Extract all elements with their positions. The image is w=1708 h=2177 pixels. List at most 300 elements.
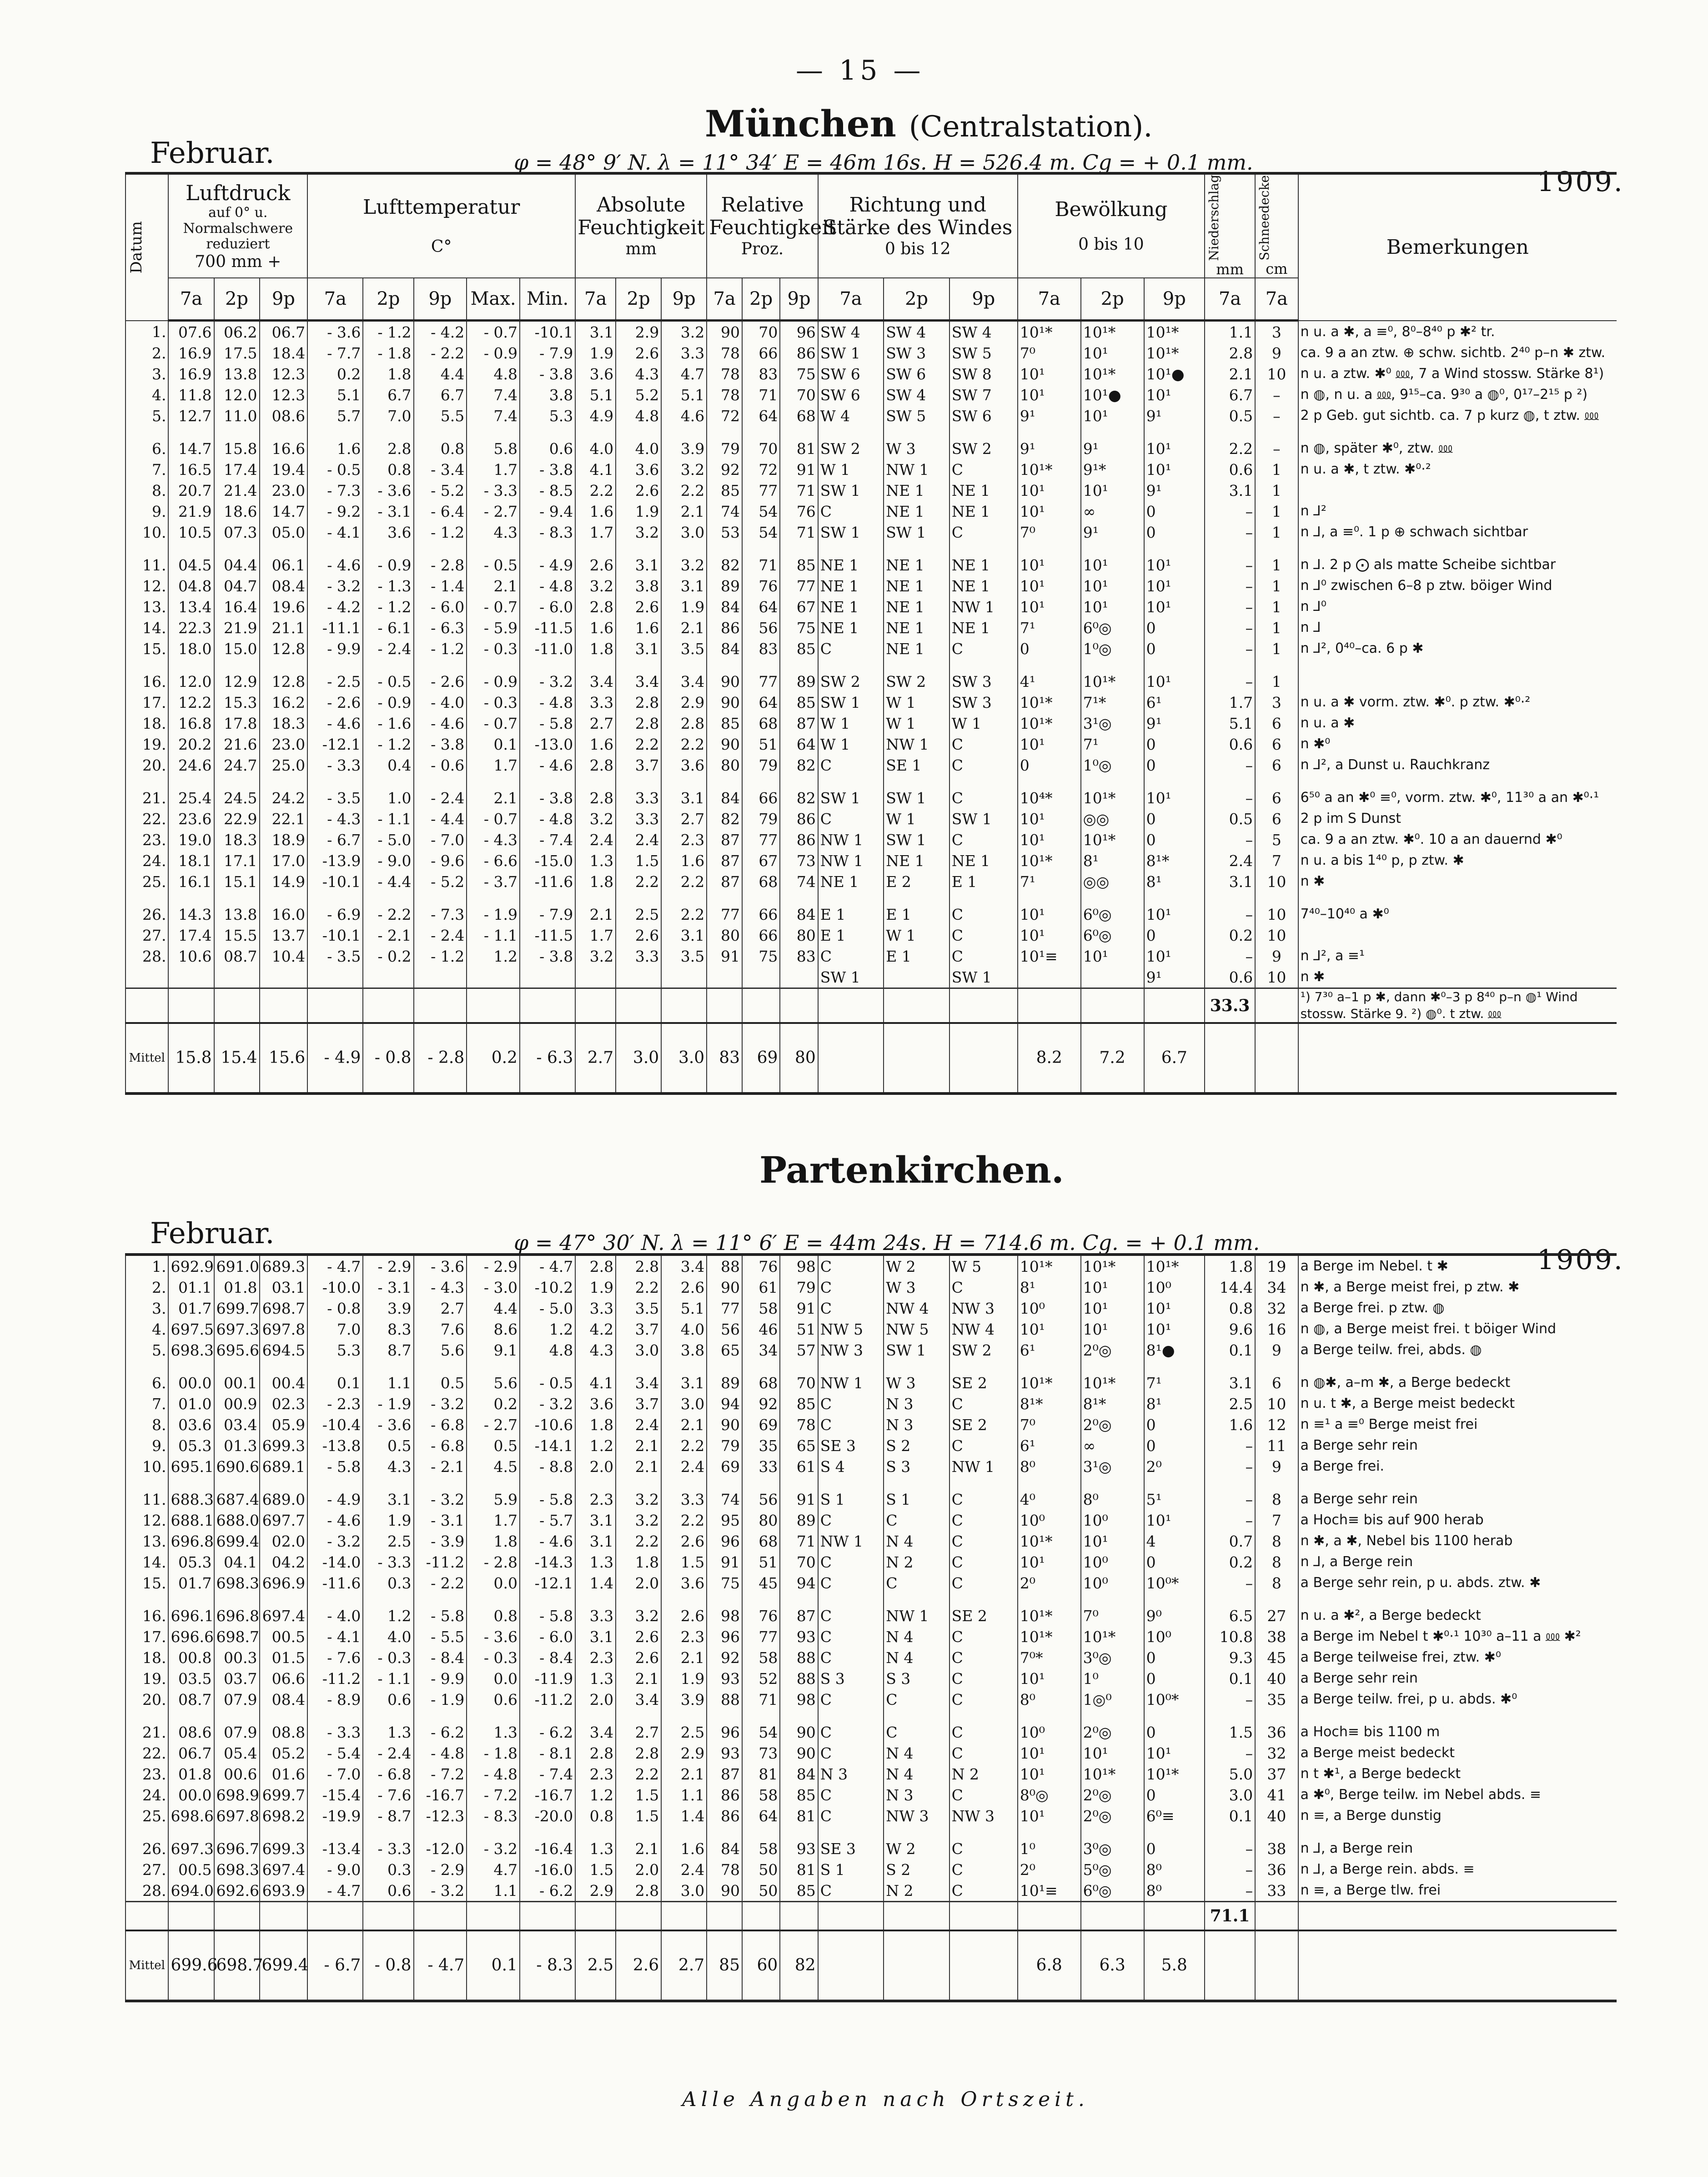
row-gap (126, 776, 1617, 787)
table-cell: C (949, 1393, 1018, 1414)
remark-cell: 6⁵⁰ a an ✱⁰ ≡⁰, vorm. ztw. ✱⁰, 11³⁰ a an ✱⁰·¹ (1298, 787, 1617, 808)
table-cell: 3.7 (616, 1393, 661, 1414)
table-cell: C (949, 1277, 1018, 1298)
table-cell: - 1.2 (414, 638, 467, 659)
table-cell: - 2.4 (414, 787, 467, 808)
table-cell: S 1 (818, 1489, 884, 1510)
gap-cell (1255, 1593, 1298, 1605)
mean-cell: 2.7 (661, 1930, 707, 2001)
table-cell: 36 (1255, 1859, 1298, 1880)
table-cell: C (949, 1531, 1018, 1552)
gap-cell (1081, 1361, 1144, 1372)
table-cell: 0.8 (414, 438, 467, 459)
remark-cell: n ⅃², a ≡¹ (1298, 946, 1617, 967)
gap-cell (214, 1361, 260, 1372)
table-cell: 57 (780, 1340, 818, 1361)
mean-cell: 5.8 (1144, 1930, 1205, 2001)
table-cell: 08.7 (214, 946, 260, 967)
table-cell: SW 4 (818, 321, 884, 343)
table-cell: 79 (707, 1435, 742, 1456)
table-cell: W 3 (884, 438, 949, 459)
gap-cell (1018, 1710, 1081, 1722)
gap-cell (780, 892, 818, 904)
gap-cell (1144, 776, 1205, 787)
table-cell: 56 (742, 617, 780, 638)
table-cell: 10¹ (1144, 554, 1205, 575)
table-cell: -11.5 (520, 617, 575, 638)
table-cell (214, 967, 260, 988)
mean-cell: 6.7 (1144, 1023, 1205, 1094)
table-cell: 6. (126, 1372, 168, 1393)
table-cell: - 7.4 (520, 829, 575, 850)
table-cell: 3.3 (575, 1298, 616, 1319)
table-cell (780, 967, 818, 988)
table-cell: 9¹ (1081, 522, 1144, 543)
table-cell: 10.6 (168, 946, 214, 967)
table-cell: 2.2 (661, 480, 707, 501)
table-cell: 10¹ (1144, 671, 1205, 692)
table-cell: 5. (126, 1340, 168, 1361)
table-cell: 8⁰ (1144, 1859, 1205, 1880)
table-cell: 51 (742, 734, 780, 755)
remark-cell: ca. 9 a an ztw. ⊕ schw. sichtb. 2⁴⁰ p–n ✱ ztw. (1298, 343, 1617, 363)
table-cell: C (884, 1689, 949, 1710)
gap-cell (260, 776, 308, 787)
table-cell: 08.4 (260, 1689, 308, 1710)
table-cell: SE 2 (949, 1372, 1018, 1393)
table-cell: 2.3 (575, 1489, 616, 1510)
table-cell: 4.3 (467, 522, 520, 543)
table-cell: 1 (1255, 617, 1298, 638)
subhead: 7a (818, 278, 884, 321)
table-cell: 10¹ (1018, 829, 1081, 850)
table-cell: 699.7 (214, 1298, 260, 1319)
table-cell: NE 1 (818, 575, 884, 596)
row-gap (126, 1710, 1617, 1722)
gap-cell (1144, 426, 1205, 438)
table-cell: 64 (742, 692, 780, 713)
table-cell: 2.8 (616, 1255, 661, 1277)
table-cell: NW 5 (818, 1319, 884, 1340)
table-cell: 1.8 (575, 871, 616, 892)
gap-cell (307, 1710, 363, 1722)
table-cell: 697.4 (260, 1859, 308, 1880)
table-cell: 01.1 (168, 1277, 214, 1298)
table-cell: 23.0 (260, 480, 308, 501)
table-cell: 4. (126, 1319, 168, 1340)
table-cell: 98 (780, 1255, 818, 1277)
table-cell: 696.1 (168, 1605, 214, 1626)
gap-cell (414, 543, 467, 554)
table-cell: - 6.8 (414, 1435, 467, 1456)
subhead: Min. (520, 278, 575, 321)
table-cell: 88 (707, 1689, 742, 1710)
table-cell: – (1255, 438, 1298, 459)
table-cell: 85 (780, 1393, 818, 1414)
gap-cell (1081, 1826, 1144, 1838)
table-cell: 58 (742, 1298, 780, 1319)
table-cell: 6 (1255, 755, 1298, 776)
table-cell: 699.4 (214, 1531, 260, 1552)
table-row (126, 1340, 1617, 1361)
gap-cell (884, 1477, 949, 1489)
table-cell: - 7.6 (307, 1647, 363, 1668)
table-cell: 2.5 (363, 1531, 413, 1552)
gap-cell (818, 659, 884, 671)
table-cell: 6.7 (414, 384, 467, 405)
remark-cell (1298, 480, 1617, 501)
mean-cell: - 6.3 (520, 1023, 575, 1094)
table-cell: 1.7 (575, 925, 616, 946)
table-cell: - 4.7 (520, 1255, 575, 1277)
table-cell: 5. (126, 405, 168, 426)
table-cell: 87 (780, 713, 818, 734)
table-cell: 691.0 (214, 1255, 260, 1277)
gap-cell (742, 1361, 780, 1372)
table-cell: 2.2 (1205, 438, 1255, 459)
table-cell: SW 3 (884, 343, 949, 363)
table-cell: 10¹* (1018, 321, 1081, 343)
table-row (126, 617, 1617, 638)
table-cell: 3.4 (575, 1722, 616, 1743)
header-datum: Datum (126, 173, 168, 321)
gap-cell (949, 1593, 1018, 1605)
gap-cell (260, 1477, 308, 1489)
coords-muenchen: φ = 48° 9′ N. λ = 11° 34′ E = 46m 16s. H = 526.4 m. Cg = + 0.1 mm. (514, 150, 1253, 175)
table-cell: 10¹ (1081, 1531, 1144, 1552)
empty-cell (1205, 1023, 1255, 1094)
mean-cell: 15.8 (168, 1023, 214, 1094)
table-cell: 0.3 (363, 1859, 413, 1880)
table-cell: 82 (780, 787, 818, 808)
table-cell: 3.6 (575, 1393, 616, 1414)
subhead: 7a (168, 278, 214, 321)
table-cell: - 8.1 (520, 1743, 575, 1764)
empty-cell (661, 988, 707, 1023)
table-cell: 10¹* (1081, 363, 1144, 384)
table-cell: 0.6 (1205, 459, 1255, 480)
subhead: 7a (1255, 278, 1298, 321)
table-cell: 9.6 (1205, 1319, 1255, 1340)
table-cell: - 3.6 (414, 1255, 467, 1277)
table-cell: 698.9 (214, 1784, 260, 1805)
table-cell: 78 (707, 363, 742, 384)
gap-cell (661, 426, 707, 438)
empty-cell (575, 1902, 616, 1931)
table-cell: 7¹ (1018, 871, 1081, 892)
table-cell: NE 1 (884, 850, 949, 871)
table-cell: 2⁰ (1144, 1456, 1205, 1477)
table-cell: - 5.0 (363, 829, 413, 850)
table-cell: 15.5 (214, 925, 260, 946)
gap-cell (168, 1826, 214, 1838)
table-cell: 0.2 (1205, 1552, 1255, 1572)
table-cell: -10.1 (520, 321, 575, 343)
table-cell: 23. (126, 829, 168, 850)
table-cell: 03.5 (168, 1668, 214, 1689)
table-cell: 3.3 (616, 946, 661, 967)
table-cell: - 1.1 (467, 925, 520, 946)
table-cell: 0 (1144, 734, 1205, 755)
gap-cell (884, 892, 949, 904)
mean-cell: 15.4 (214, 1023, 260, 1094)
table-cell: NW 1 (818, 1372, 884, 1393)
table-cell: 18.3 (260, 713, 308, 734)
table-cell: NE 1 (818, 554, 884, 575)
table-cell: NE 1 (949, 575, 1018, 596)
table-cell: 1.1 (661, 1784, 707, 1805)
table-cell: NE 1 (884, 575, 949, 596)
table-cell: 01.8 (214, 1277, 260, 1298)
table-cell: 72 (742, 459, 780, 480)
table-cell: 10¹ (1018, 554, 1081, 575)
table-cell: 01.6 (260, 1764, 308, 1784)
table-cell: - 0.9 (467, 671, 520, 692)
table-cell: - 9.2 (307, 501, 363, 522)
table-cell: - 8.4 (520, 1647, 575, 1668)
table-cell: 2. (126, 1277, 168, 1298)
table-cell: 14.9 (260, 871, 308, 892)
table-cell: - 2.9 (414, 1859, 467, 1880)
table-cell: 10¹ (1018, 1319, 1081, 1340)
table-cell: 3.9 (363, 1298, 413, 1319)
table-cell: 5.1 (575, 384, 616, 405)
table-cell: C (949, 459, 1018, 480)
table-cell: 10¹* (1081, 829, 1144, 850)
table-cell: SW 1 (884, 787, 949, 808)
table-cell: 1⁰ (1018, 1838, 1081, 1859)
empty-cell (1018, 1902, 1081, 1931)
table-cell: - 2.4 (363, 1743, 413, 1764)
table-cell: 4.4 (467, 1298, 520, 1319)
table-cell: - 2.8 (467, 1552, 520, 1572)
table-cell: - 3.3 (363, 1552, 413, 1572)
table-cell: - 3.5 (307, 946, 363, 967)
table-cell (520, 967, 575, 988)
table-cell: 3.0 (1205, 1784, 1255, 1805)
table-cell: 84 (780, 904, 818, 925)
table-cell: W 5 (949, 1255, 1018, 1277)
table-row (126, 1510, 1617, 1531)
gap-cell (307, 1361, 363, 1372)
table-row (126, 871, 1617, 892)
table-cell: W 1 (884, 925, 949, 946)
table-cell: SW 1 (818, 522, 884, 543)
table-cell: 2.8 (575, 1255, 616, 1277)
table-cell: 25.4 (168, 787, 214, 808)
table-cell: 28. (126, 1880, 168, 1902)
table-cell: 9. (126, 501, 168, 522)
mean-cell: 82 (780, 1930, 818, 2001)
table-cell: 06.2 (214, 321, 260, 343)
table-cell: 2.6 (616, 343, 661, 363)
empty-cell (260, 988, 308, 1023)
table-cell: S 2 (884, 1859, 949, 1880)
table-cell: - 4.8 (467, 1764, 520, 1784)
table-cell: N 2 (884, 1552, 949, 1572)
table-cell: -11.2 (307, 1668, 363, 1689)
table-cell: 2.0 (575, 1689, 616, 1710)
table-cell: 2.6 (661, 1605, 707, 1626)
table-row (126, 1489, 1617, 1510)
table-cell: 1.5 (1205, 1722, 1255, 1743)
table-cell: 8 (1255, 1572, 1298, 1593)
gap-cell (467, 776, 520, 787)
table-cell: 12.2 (168, 692, 214, 713)
table-row (126, 1838, 1617, 1859)
table-cell: 85 (780, 554, 818, 575)
table-cell: 9¹ (1018, 405, 1081, 426)
gap-cell (818, 1826, 884, 1838)
table-cell: - 3.5 (307, 787, 363, 808)
table-cell: 10¹ (1144, 1743, 1205, 1764)
table-cell: 6⁰◎ (1081, 925, 1144, 946)
table-cell: 80 (707, 925, 742, 946)
table-cell: 2.6 (661, 1531, 707, 1552)
table-cell: 2.4 (616, 829, 661, 850)
sum-row (126, 1902, 1617, 1931)
table-cell: 20.7 (168, 480, 214, 501)
table-cell: 90 (707, 1414, 742, 1435)
table-cell: 1 (1255, 522, 1298, 543)
table-cell: - 5.8 (520, 1489, 575, 1510)
table-cell: - 1.1 (363, 1668, 413, 1689)
table-cell: 10¹* (1081, 1372, 1144, 1393)
table-cell: C (949, 1489, 1018, 1510)
table-cell: 2. (126, 343, 168, 363)
table-cell: 1 (1255, 459, 1298, 480)
table-cell: C (818, 755, 884, 776)
table-cell: -11.1 (307, 617, 363, 638)
table-cell: 4.6 (661, 405, 707, 426)
table-cell: 0.5 (1205, 808, 1255, 829)
table-cell: 0.1 (307, 1372, 363, 1393)
table-row (126, 755, 1617, 776)
table-cell: 3.5 (616, 1298, 661, 1319)
gap-cell (661, 659, 707, 671)
table-row (126, 1605, 1617, 1626)
gap-cell (780, 659, 818, 671)
gap-cell (126, 543, 168, 554)
table-cell: 3.0 (661, 1393, 707, 1414)
table-cell: 98 (780, 1689, 818, 1710)
gap-cell (414, 1710, 467, 1722)
remark-cell: n u. a bis 1⁴⁰ p, p ztw. ✱ (1298, 850, 1617, 871)
table-cell: 9¹ (1144, 405, 1205, 426)
mean-cell (884, 1930, 949, 2001)
table-row (126, 1393, 1617, 1414)
table-cell: 70 (742, 321, 780, 343)
table-cell: 24. (126, 1784, 168, 1805)
table-cell: 75 (742, 946, 780, 967)
gap-cell (616, 543, 661, 554)
table-cell: 10.8 (1205, 1626, 1255, 1647)
empty-cell (742, 1902, 780, 1931)
remark-cell: n ≡, a Berge dunstig (1298, 1805, 1617, 1826)
table-cell: - 7.9 (520, 343, 575, 363)
table-cell: SW 8 (949, 363, 1018, 384)
table-cell: 00.1 (214, 1372, 260, 1393)
table-cell: 9¹ (1081, 438, 1144, 459)
table-cell: 3. (126, 363, 168, 384)
table-cell: – (1205, 904, 1255, 925)
empty-cell (363, 988, 413, 1023)
gap-cell (414, 1593, 467, 1605)
table-cell: 16.8 (168, 713, 214, 734)
table-cell: 1.1 (363, 1372, 413, 1393)
mean-row (126, 1930, 1617, 2001)
gap-cell (780, 1710, 818, 1722)
gap-cell (168, 543, 214, 554)
table-cell: C (818, 1605, 884, 1626)
table-cell: 3.2 (661, 459, 707, 480)
table-cell: – (1205, 1572, 1255, 1593)
table-cell: 8⁰ (1018, 1456, 1081, 1477)
table-cell: C (884, 1510, 949, 1531)
table-cell: 2.5 (1205, 1393, 1255, 1414)
table-cell: - 0.5 (520, 1372, 575, 1393)
gap-cell (467, 426, 520, 438)
table-cell: - 0.9 (363, 554, 413, 575)
table-cell: ◎◎ (1081, 808, 1144, 829)
table-cell: 10¹ (1018, 1805, 1081, 1826)
table-cell: 00.4 (260, 1372, 308, 1393)
table-cell: 10¹* (1018, 459, 1081, 480)
table-cell: SW 1 (949, 967, 1018, 988)
table-cell: - 1.2 (414, 946, 467, 967)
table-cell: 84 (780, 1764, 818, 1784)
gap-cell (707, 1361, 742, 1372)
subhead: 9p (949, 278, 1018, 321)
table-cell: NE 1 (884, 480, 949, 501)
table-row (126, 946, 1617, 967)
table-cell: - 4.8 (520, 575, 575, 596)
table-cell: 16.6 (260, 438, 308, 459)
table-cell: 3.2 (661, 321, 707, 343)
table-cell: 92 (707, 1647, 742, 1668)
gap-cell (780, 776, 818, 787)
table-cell: 03.4 (214, 1414, 260, 1435)
table-cell: 2.2 (616, 871, 661, 892)
table-cell: 3.2 (661, 554, 707, 575)
remark-cell: a ✱⁰, Berge teilw. im Nebel abds. ≡ (1298, 1784, 1617, 1805)
gap-cell (1298, 1477, 1617, 1489)
table-cell: -13.8 (307, 1435, 363, 1456)
table-cell: 85 (707, 480, 742, 501)
gap-cell (1298, 543, 1617, 554)
gap-cell (168, 1477, 214, 1489)
gap-cell (1205, 659, 1255, 671)
table-cell: 8.6 (467, 1319, 520, 1340)
table-cell: 1.9 (616, 501, 661, 522)
mean-cell (818, 1023, 884, 1094)
gap-cell (1255, 1826, 1298, 1838)
table-cell: - 2.1 (414, 1456, 467, 1477)
gap-cell (1081, 892, 1144, 904)
table-cell: 34 (1255, 1277, 1298, 1298)
gap-cell (363, 776, 413, 787)
table-cell: 3.1 (616, 554, 661, 575)
table-cell: 2.6 (616, 925, 661, 946)
table-cell: 24.7 (214, 755, 260, 776)
gap-cell (707, 776, 742, 787)
gap-cell (575, 659, 616, 671)
table-cell: 5⁰◎ (1081, 1859, 1144, 1880)
table-row (126, 904, 1617, 925)
gap-cell (616, 1593, 661, 1605)
table-cell: NW 1 (884, 734, 949, 755)
table-cell: 1.1 (467, 1880, 520, 1902)
